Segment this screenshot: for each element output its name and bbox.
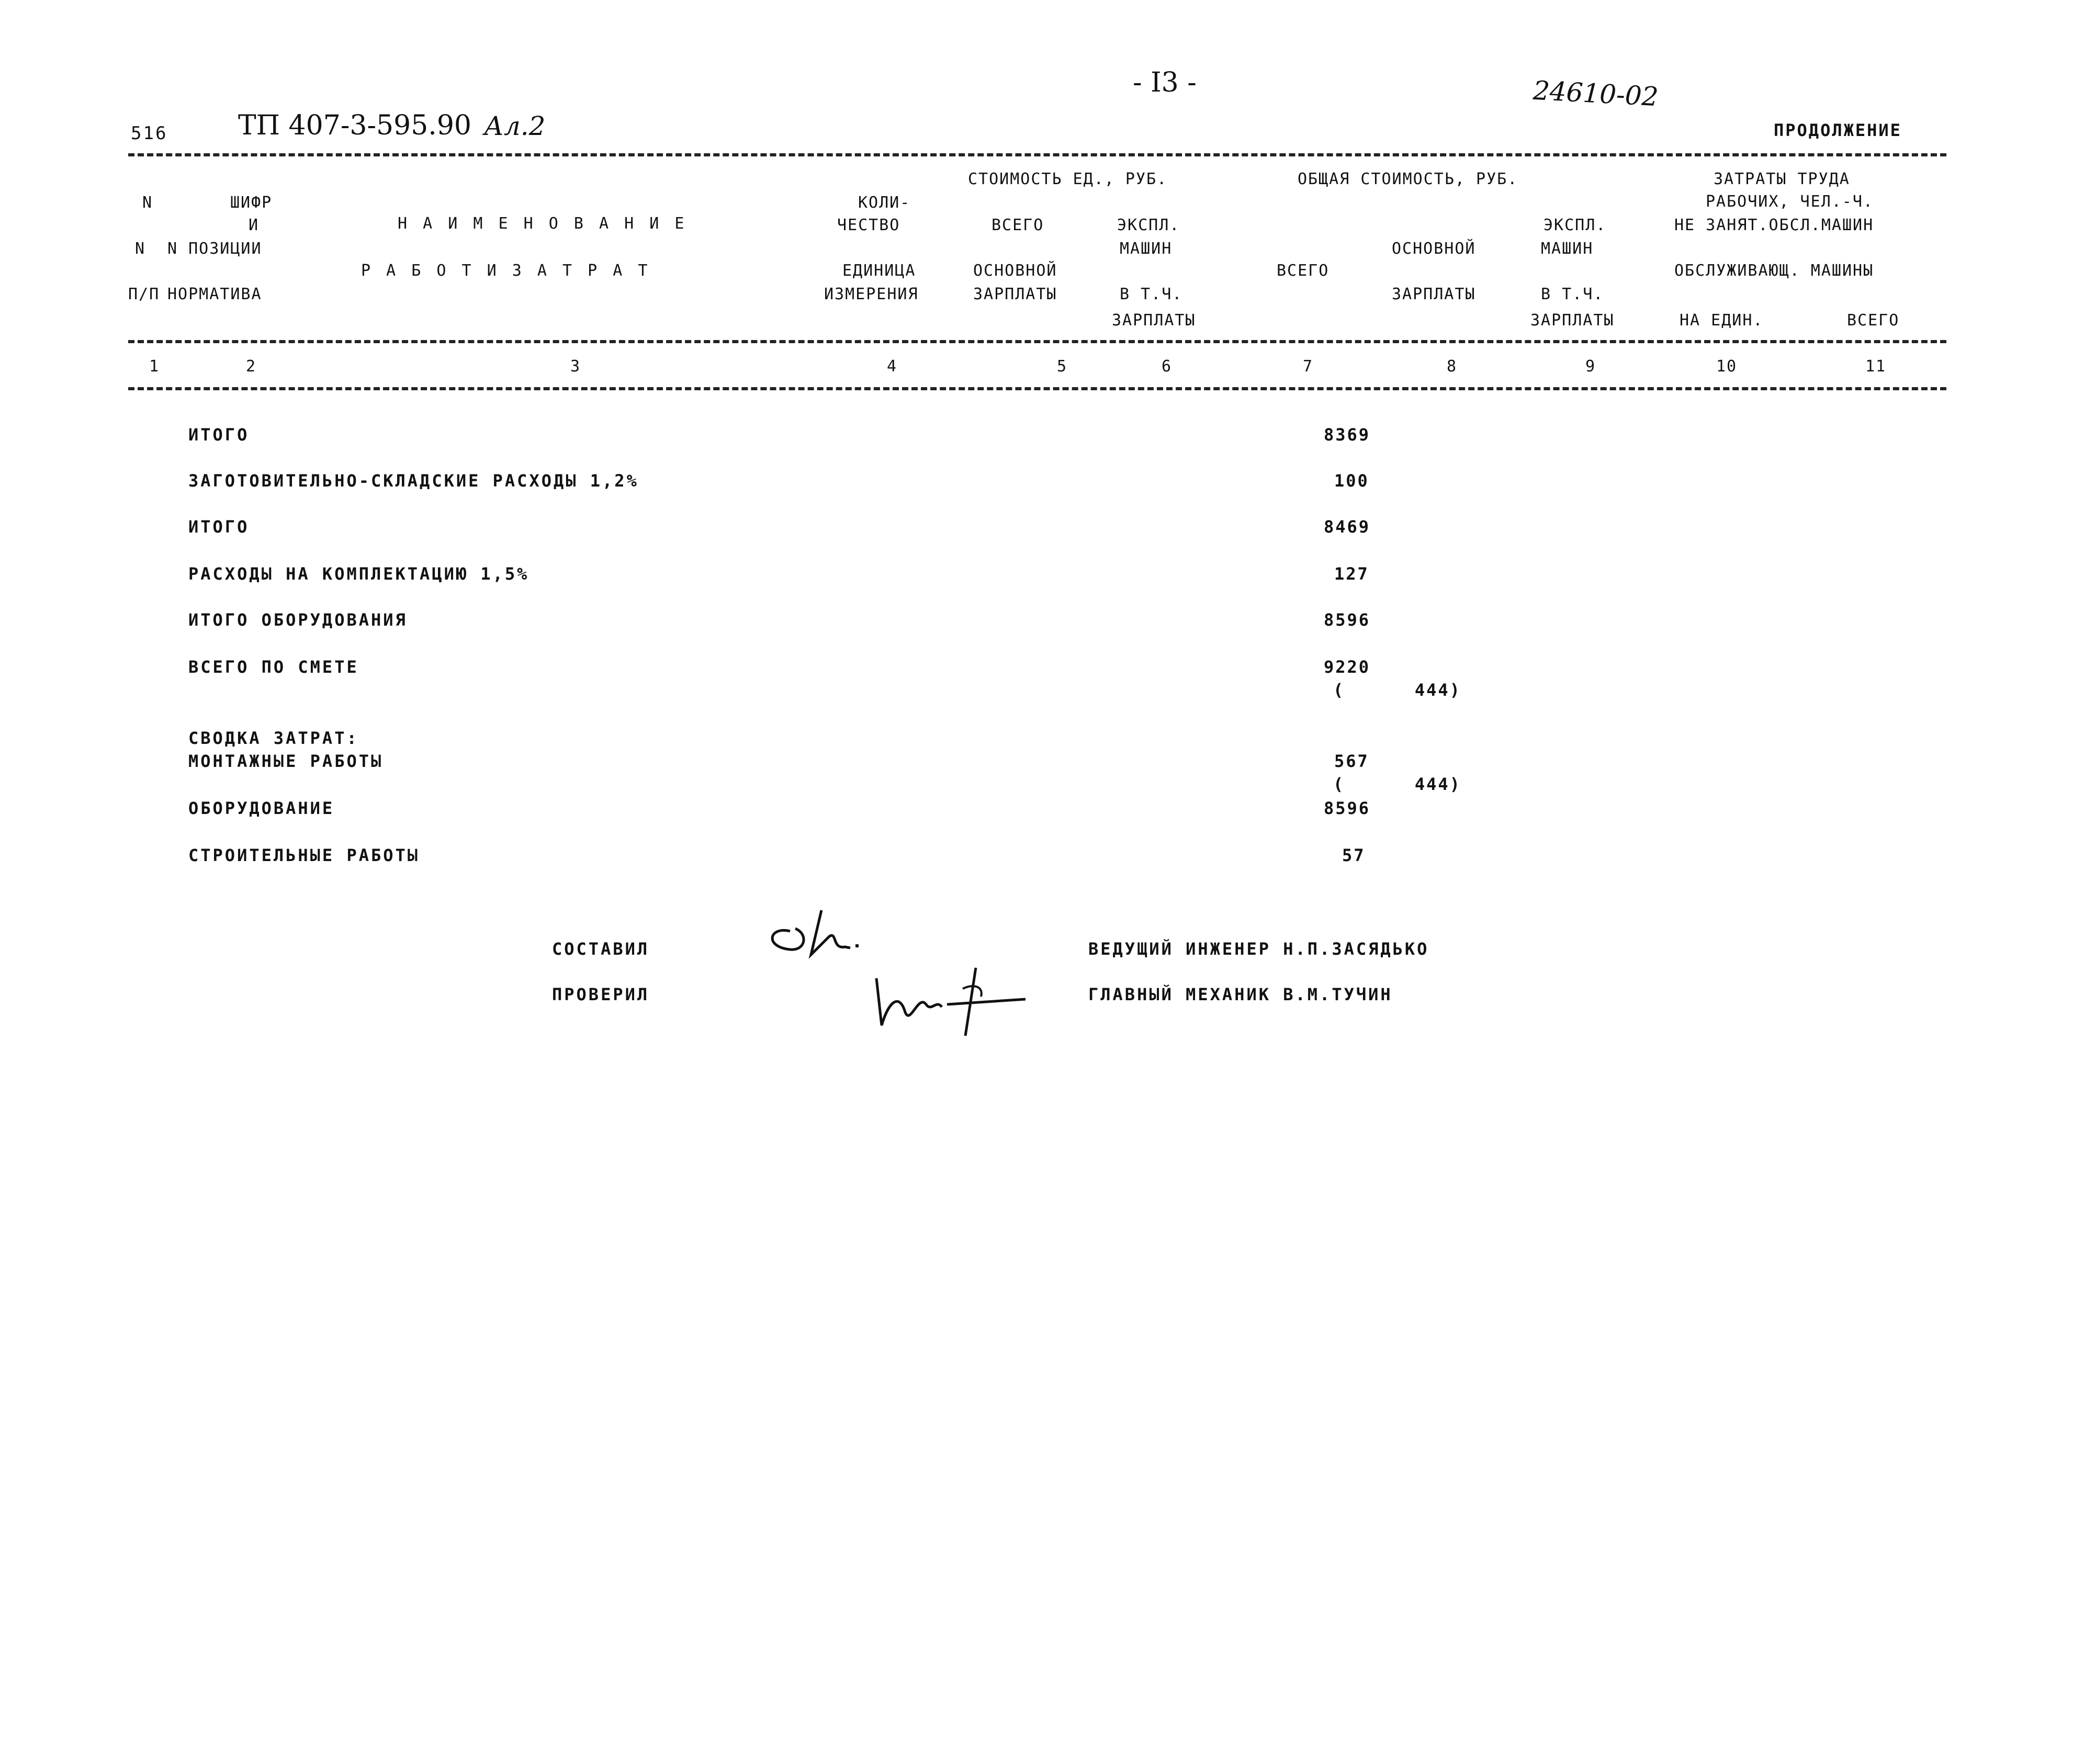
- header-col9-line4: ЗАРПЛАТЫ: [1530, 311, 1615, 330]
- header-col6-line3: В Т.Ч.: [1120, 285, 1183, 303]
- continuation-label: ПРОДОЛЖЕНИЕ: [1774, 120, 1902, 140]
- summary-wage: ( 444): [1333, 774, 1461, 794]
- header-col11: ВСЕГО: [1847, 311, 1900, 330]
- col-number: 3: [570, 357, 581, 376]
- summary-total: 8596: [1324, 798, 1371, 818]
- header-col10: НА ЕДИН.: [1680, 311, 1764, 330]
- signature-title: ГЛАВНЫЙ МЕХАНИК В.М.ТУЧИН: [1088, 985, 1393, 1004]
- header-col1-line2: N: [135, 240, 146, 258]
- album-label: Ал.2: [484, 111, 546, 141]
- summary-label: ОБОРУДОВАНИЕ: [188, 798, 335, 818]
- header-col8-line1: ОСНОВНОЙ: [1392, 240, 1476, 258]
- header-col4-line2: ЧЕСТВО: [837, 216, 900, 234]
- signature-role: ПРОВЕРИЛ: [552, 985, 650, 1004]
- table-header-rule: [128, 340, 1946, 343]
- col-number: 10: [1716, 357, 1738, 376]
- header-col4-line3: ЕДИНИЦА: [842, 262, 916, 280]
- summary-total: 567: [1334, 751, 1369, 771]
- col-number: 6: [1162, 357, 1173, 376]
- header-col7: ВСЕГО: [1277, 262, 1330, 280]
- header-col1-line3: П/П: [128, 285, 160, 303]
- header-labor-line2: РАБОЧИХ, ЧЕЛ.-Ч.: [1706, 193, 1874, 211]
- document-number: 24610-02: [1532, 75, 1659, 112]
- header-col5-line1: ВСЕГО: [992, 216, 1044, 234]
- header-col8-line2: ЗАРПЛАТЫ: [1392, 285, 1476, 303]
- page-number: - I3 -: [1133, 67, 1197, 98]
- col-number: 8: [1447, 357, 1458, 376]
- header-col9-line3: В Т.Ч.: [1541, 285, 1604, 303]
- header-col6-line2: МАШИН: [1120, 240, 1173, 258]
- row-label: ИТОГО ОБОРУДОВАНИЯ: [188, 610, 408, 630]
- header-labor-sub1: НЕ ЗАНЯТ.ОБСЛ.МАШИН: [1674, 216, 1874, 234]
- col-number: 4: [887, 357, 898, 376]
- col-number: 1: [149, 357, 160, 376]
- header-col9-line2: МАШИН: [1541, 240, 1594, 258]
- row-wage: ( 444): [1333, 680, 1461, 700]
- header-col5-line3: ЗАРПЛАТЫ: [973, 285, 1057, 303]
- header-col3-line1: Н А И М Е Н О В А Н И Е: [398, 214, 688, 233]
- row-total: 8369: [1324, 425, 1371, 445]
- signature-compiler: [759, 905, 895, 968]
- row-label: ЗАГОТОВИТЕЛЬНО-СКЛАДСКИЕ РАСХОДЫ 1,2%: [188, 471, 639, 491]
- header-labor-sub2: ОБСЛУЖИВАЮЩ. МАШИНЫ: [1674, 262, 1874, 280]
- table-top-rule: [128, 153, 1946, 156]
- summary-title: СВОДКА ЗАТРАТ:: [188, 728, 359, 748]
- header-col2-line4: НОРМАТИВА: [167, 285, 262, 303]
- row-total: 8596: [1324, 610, 1371, 630]
- row-label: РАСХОДЫ НА КОМПЛЕКТАЦИЮ 1,5%: [188, 564, 529, 584]
- signature-role: СОСТАВИЛ: [552, 939, 650, 959]
- row-total: 8469: [1324, 517, 1371, 537]
- col-number: 11: [1865, 357, 1887, 376]
- signature-checker: [869, 963, 1041, 1041]
- summary-label: МОНТАЖНЫЕ РАБОТЫ: [188, 751, 384, 771]
- row-total: 9220: [1324, 657, 1371, 677]
- header-col2-line2: И: [249, 216, 260, 234]
- header-col9-line1: ЭКСПЛ.: [1544, 216, 1607, 234]
- row-label: ИТОГО: [188, 517, 250, 537]
- header-col1-line1: N: [142, 194, 153, 212]
- table-colnum-rule: [128, 387, 1946, 390]
- summary-total: 57: [1342, 845, 1366, 865]
- header-col4-line1: КОЛИ-: [858, 194, 911, 212]
- col-number: 5: [1057, 357, 1068, 376]
- col-number: 7: [1303, 357, 1314, 376]
- header-col2-line3: N ПОЗИЦИИ: [167, 240, 262, 258]
- document-code: ТП 407-3-595.90: [238, 110, 471, 141]
- header-col6-line4: ЗАРПЛАТЫ: [1112, 311, 1196, 330]
- header-col6-line1: ЭКСПЛ.: [1117, 216, 1180, 234]
- header-labor-line1: ЗАТРАТЫ ТРУДА: [1714, 170, 1850, 188]
- header-total-cost: ОБЩАЯ СТОИМОСТЬ, РУБ.: [1298, 170, 1518, 188]
- row-total: 127: [1334, 564, 1369, 584]
- row-label: ВСЕГО ПО СМЕТЕ: [188, 657, 359, 677]
- col-number: 9: [1585, 357, 1596, 376]
- header-col3-line2: Р А Б О Т И З А Т Р А Т: [361, 262, 651, 280]
- row-total: 100: [1334, 471, 1369, 491]
- header-col2-line1: ШИФР: [230, 194, 273, 212]
- header-unit-cost: СТОИМОСТЬ ЕД., РУБ.: [968, 170, 1168, 188]
- sheet-number: 516: [131, 123, 168, 144]
- summary-label: СТРОИТЕЛЬНЫЕ РАБОТЫ: [188, 845, 420, 865]
- col-number: 2: [246, 357, 257, 376]
- signature-title: ВЕДУЩИЙ ИНЖЕНЕР Н.П.ЗАСЯДЬКО: [1088, 939, 1429, 959]
- header-col5-line2: ОСНОВНОЙ: [973, 262, 1057, 280]
- row-label: ИТОГО: [188, 425, 250, 445]
- header-col4-line4: ИЗМЕРЕНИЯ: [824, 285, 919, 303]
